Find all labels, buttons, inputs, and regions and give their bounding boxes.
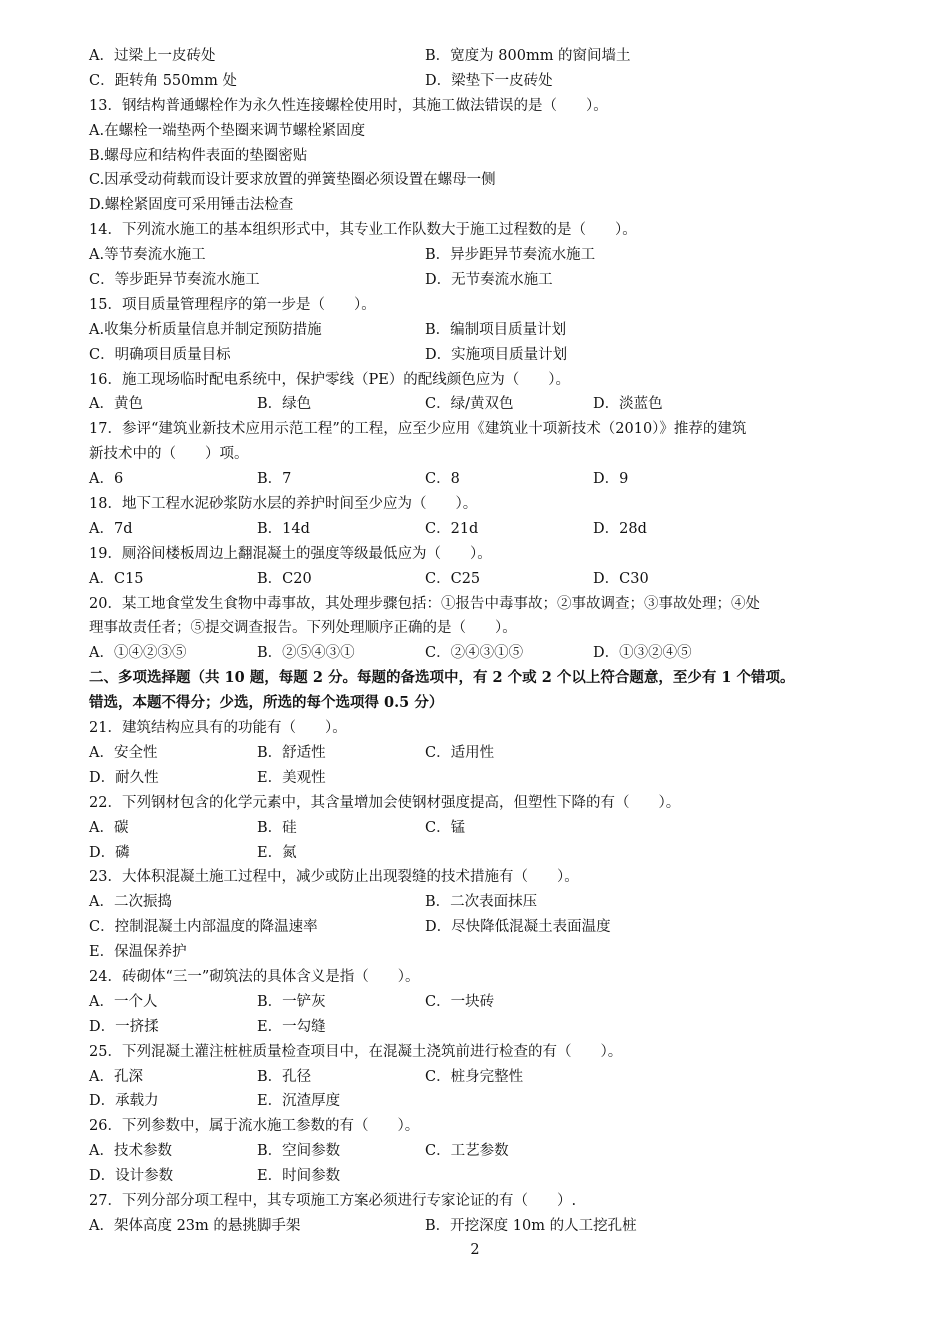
option-row (89, 343, 869, 368)
option-e: E．一勾缝 (257, 1018, 326, 1035)
option-e: E．氮 (257, 844, 297, 861)
section-heading: 二、多项选择题（共 10 题，每题 2 分。每题的备选项中，有 2 个或 2 个以上符合题意，至少有 1 个错项。 (89, 669, 795, 687)
option-row (89, 1139, 869, 1164)
option-d: D．9 (593, 471, 629, 488)
option-d: D．①③②④⑤ (593, 645, 692, 662)
option-d: D．设计参数 (89, 1168, 174, 1185)
question-23: 23．大体积混凝土施工过程中，减少或防止出现裂缝的技术措施有（ ）。 (89, 869, 579, 886)
option-d: D．承载力 (89, 1093, 159, 1110)
question-25: 25．下列混凝土灌注桩桩质量检查项目中，在混凝土浇筑前进行检查的有（ ）。 (89, 1043, 623, 1060)
question-26: 26．下列参数中，属于流水施工参数的有（ ）。 (89, 1118, 420, 1135)
option-a: A.收集分析质量信息并制定预防措施 (89, 321, 322, 338)
option-d: D．C30 (593, 570, 649, 587)
option-d: D．一挤揉 (89, 1018, 159, 1035)
option-row (89, 318, 869, 343)
option-row (89, 741, 869, 766)
option-row (89, 890, 869, 915)
option-d: D．淡蓝色 (593, 396, 663, 413)
option-b: B．绿色 (257, 396, 312, 413)
option-row (89, 641, 869, 666)
option-row (89, 990, 869, 1015)
option-c: C．明确项目质量目标 (89, 346, 231, 363)
option-b: B．孔径 (257, 1068, 312, 1085)
question-14: 14．下列流水施工的基本组织形式中，其专业工作队数大于施工过程数的是（ ）。 (89, 222, 637, 239)
option-a: A．①④②③⑤ (89, 645, 187, 662)
question-17: 17．参评“建筑业新技术应用示范工程”的工程，应至少应用《建筑业十项新技术（2010）》推荐的建筑 (89, 421, 747, 438)
option-a: A．二次振捣 (89, 894, 172, 911)
option-a: A．过梁上一皮砖处 (89, 48, 216, 64)
option-c: C．适用性 (425, 744, 495, 761)
option-a: A．6 (89, 471, 124, 488)
option-a: A．架体高度 23m 的悬挑脚手架 (89, 1217, 301, 1234)
option-b: B．编制项目质量计划 (425, 321, 567, 338)
option-a: A．技术参数 (89, 1143, 172, 1160)
option-line: D.螺栓紧固度可采用锤击法检查 (89, 197, 294, 214)
option-row (89, 1015, 869, 1040)
option-b: B．异步距异节奏流水施工 (425, 247, 596, 264)
option-c: C．桩身完整性 (425, 1068, 524, 1085)
question-15: 15．项目质量管理程序的第一步是（ ）。 (89, 296, 376, 313)
question-13: 13．钢结构普通螺栓作为永久性连接螺栓使用时，其施工做法错误的是（ ）。 (89, 97, 608, 114)
option-a: A．安全性 (89, 744, 158, 761)
option-b: B．一铲灰 (257, 993, 326, 1010)
option-c: C．一块砖 (425, 993, 495, 1010)
question-20: 20．某工地食堂发生食物中毒事故，其处理步骤包括：①报告中毒事故；②事故调查；③事故处理；④处 (89, 595, 760, 612)
option-e: E．保温保养护 (89, 944, 187, 961)
option-line: C.因承受动荷载而设计要求放置的弹簧垫圈必须设置在螺母一侧 (89, 172, 496, 189)
option-c: C．绿/黄双色 (425, 396, 514, 413)
option-b: B．14d (257, 520, 310, 537)
option-c: C．21d (425, 520, 479, 537)
option-b: B．空间参数 (257, 1143, 341, 1160)
option-d: D．磷 (89, 844, 130, 861)
option-e: E．沉渣厚度 (257, 1093, 341, 1110)
question-22: 22．下列钢材包含的化学元素中，其含量增加会使钢材强度提高，但塑性下降的有（ ）。 (89, 794, 681, 811)
option-row (89, 567, 869, 592)
option-row (89, 268, 869, 293)
option-b: B．舒适性 (257, 744, 326, 761)
document-page (89, 44, 869, 1239)
option-c: C．②④③①⑤ (425, 645, 524, 662)
option-a: A．一个人 (89, 993, 158, 1010)
option-a: A．孔深 (89, 1068, 143, 1085)
question-16: 16．施工现场临时配电系统中，保护零线（PE）的配线颜色应为（ ）。 (89, 371, 571, 388)
option-e: E．时间参数 (257, 1168, 341, 1185)
option-row (89, 517, 869, 542)
option-line: B.螺母应和结构件表面的垫圈密贴 (89, 147, 308, 164)
option-row (89, 392, 869, 417)
question-24: 24．砖砌体“三一”砌筑法的具体含义是指（ ）。 (89, 968, 420, 985)
option-row (89, 1214, 869, 1239)
option-a: A．碳 (89, 819, 129, 836)
option-b: B．7 (257, 471, 292, 488)
option-line: A.在螺栓一端垫两个垫圈来调节螺栓紧固度 (89, 122, 366, 139)
option-a: A.等节奏流水施工 (89, 247, 206, 264)
option-row (89, 841, 869, 866)
option-a: A．7d (89, 520, 133, 537)
question-18: 18．地下工程水泥砂浆防水层的养护时间至少应为（ ）。 (89, 496, 478, 513)
option-row (89, 44, 869, 69)
question-19: 19．厕浴间楼板周边上翻混凝土的强度等级最低应为（ ）。 (89, 545, 492, 562)
option-c: C．距转角 550mm 处 (89, 72, 237, 89)
option-b: B．②⑤④③① (257, 645, 355, 662)
option-row (89, 69, 869, 94)
option-row (89, 766, 869, 791)
option-d: D．尽快降低混凝土表面温度 (425, 919, 611, 936)
question-27: 27．下列分部分项工程中，其专项施工方案必须进行专家论证的有（ ）. (89, 1192, 577, 1209)
option-b: B．C20 (257, 570, 312, 587)
section-heading-cont: 错选，本题不得分；少选，所选的每个选项得 0.5 分） (89, 694, 444, 712)
option-d: D．28d (593, 520, 647, 537)
option-b: B．开挖深度 10m 的人工挖孔桩 (425, 1217, 637, 1234)
option-row (89, 1164, 869, 1189)
question-20-cont: 理事故责任者；⑤提交调查报告。下列处理顺序正确的是（ ）。 (89, 620, 517, 637)
option-row (89, 1089, 869, 1114)
question-17-cont: 新技术中的（ ）项。 (89, 446, 249, 463)
option-c: C．锰 (425, 819, 466, 836)
option-c: C．C25 (425, 570, 481, 587)
option-d: D．耐久性 (89, 769, 159, 786)
option-d: D．梁垫下一皮砖处 (425, 72, 553, 89)
option-row (89, 915, 869, 940)
option-a: A．黄色 (89, 396, 143, 413)
option-c: C．等步距异节奏流水施工 (89, 272, 260, 289)
option-a: A．C15 (89, 570, 144, 587)
option-b: B．硅 (257, 819, 297, 836)
page-number: 2 (470, 1242, 480, 1258)
option-b: B．宽度为 800mm 的窗间墙土 (425, 48, 631, 64)
option-row (89, 467, 869, 492)
option-d: D．无节奏流水施工 (425, 272, 553, 289)
option-row (89, 816, 869, 841)
option-c: C．工艺参数 (425, 1143, 509, 1160)
option-b: B．二次表面抹压 (425, 894, 538, 911)
option-e: E．美观性 (257, 769, 326, 786)
option-c: C．8 (425, 471, 460, 488)
option-d: D．实施项目质量计划 (425, 346, 568, 363)
option-row (89, 1065, 869, 1090)
question-21: 21．建筑结构应具有的功能有（ ）。 (89, 720, 347, 737)
option-c: C．控制混凝土内部温度的降温速率 (89, 919, 318, 936)
option-row (89, 243, 869, 268)
